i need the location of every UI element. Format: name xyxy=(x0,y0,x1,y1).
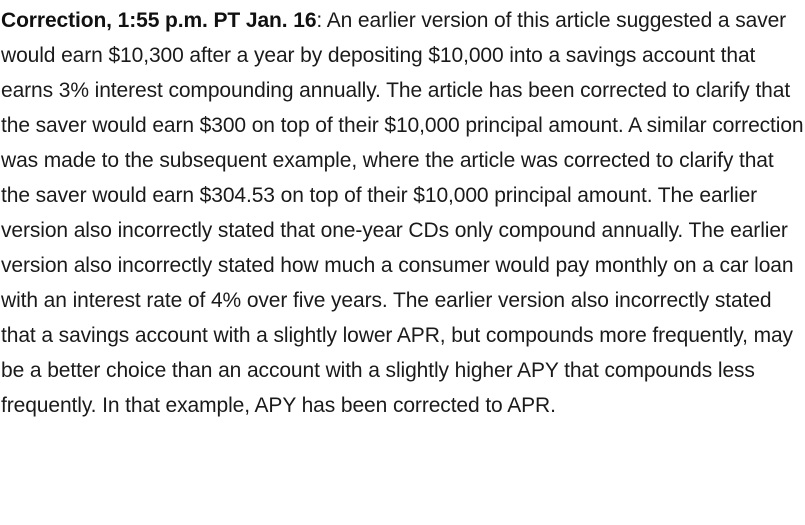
correction-body: : An earlier version of this article suggested a saver would earn $10,300 after a year by depositing $10,000 into a savings account that earns 3% interest compounding annually. The article has been corrected to clarify that the saver would earn $300 on top of their $10,000 principal amount. A similar correction was made to the subsequent example, where the article was corrected to clarify that the saver would earn $304.53 on top of their $10,000 principal amount. The earlier version also incorrectly stated that one-year CDs only compound annually. The earlier version also incorrectly stated how much a consumer would pay monthly on a car loan with an interest rate of 4% over five years. The earlier version also incorrectly stated that a savings account with a slightly lower APR, but compounds more frequently, may be a better choice than an account with a slightly higher APY that compounds less frequently. In that example, APY has been corrected to APR. xyxy=(1,9,804,417)
correction-label: Correction, 1:55 p.m. PT Jan. 16 xyxy=(1,9,317,32)
